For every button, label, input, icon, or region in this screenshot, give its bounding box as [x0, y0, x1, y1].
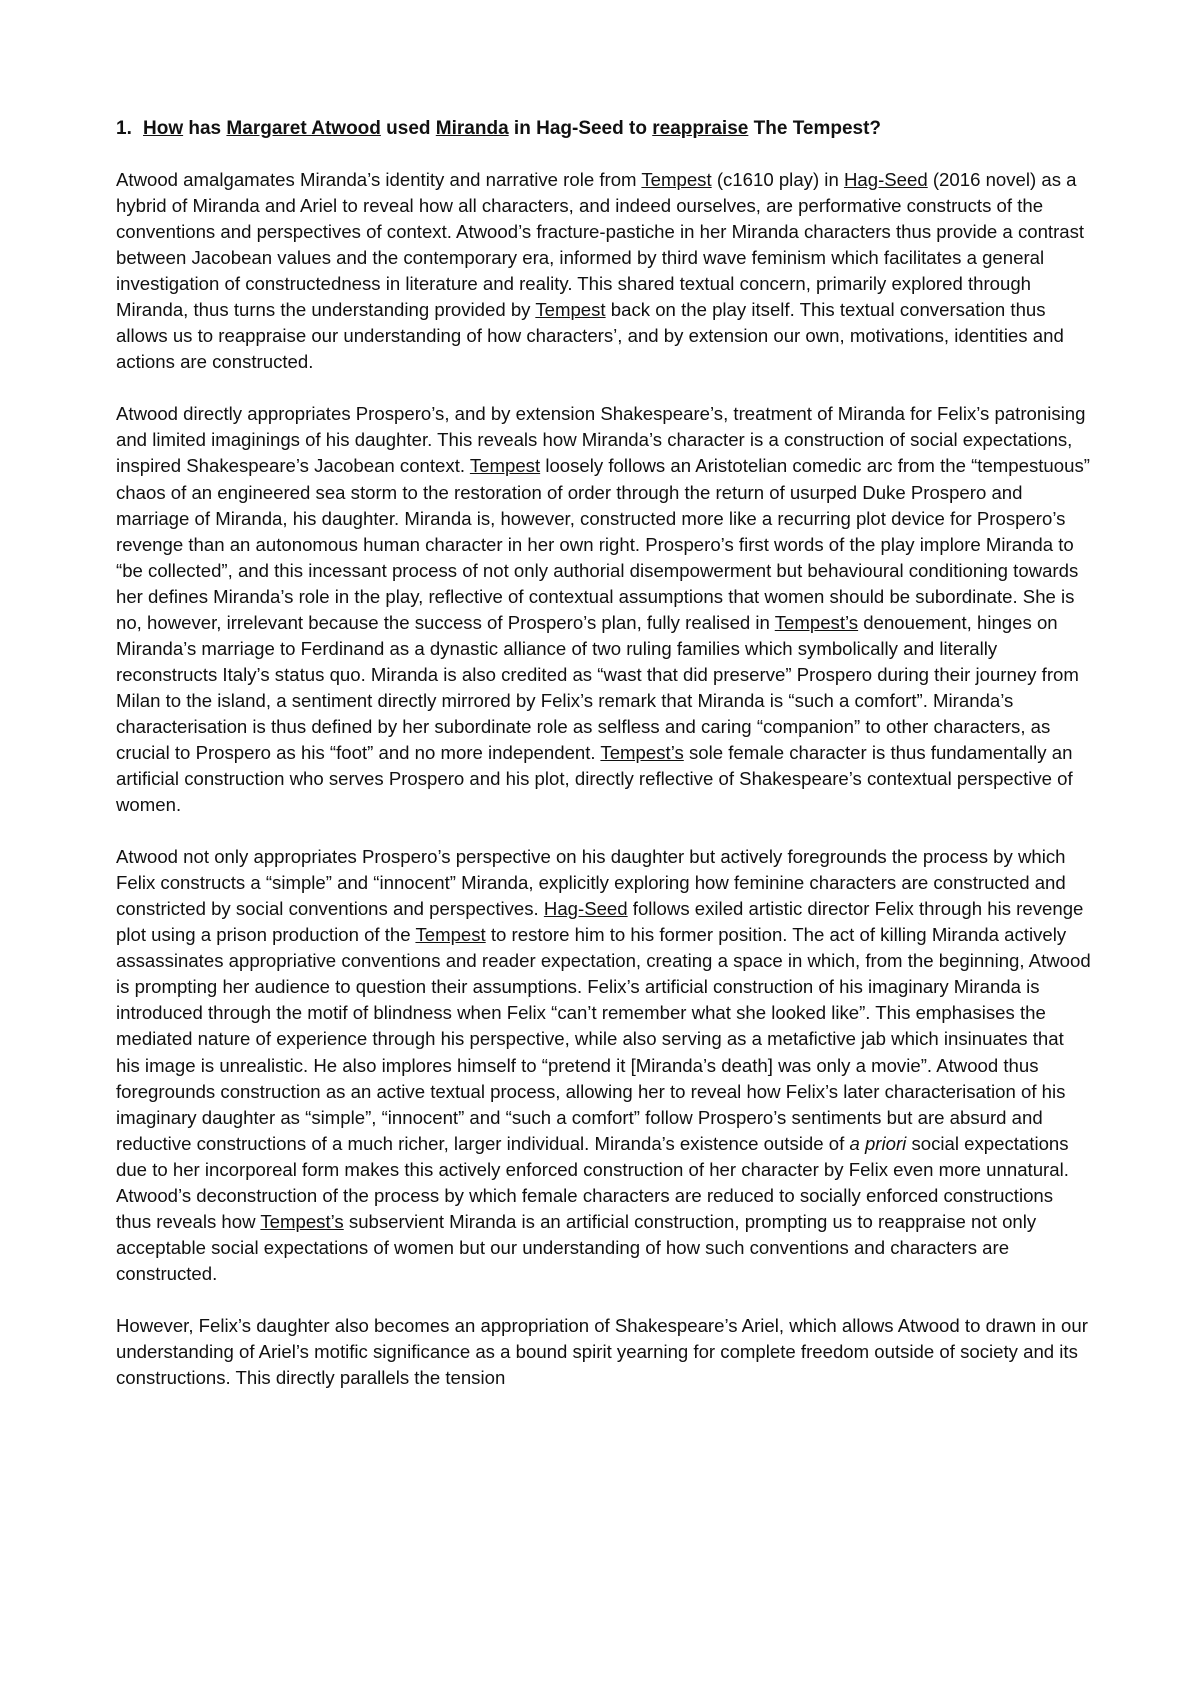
paragraph-body-2: [116, 844, 1092, 1287]
heading-text: used: [380, 118, 436, 139]
title-reference: Tempest: [469, 455, 541, 477]
text-run: Atwood directly appropriates Prospero’s, and by extension Shakespeare’s, treatment of Miranda for Felix’s patronising and limited imaginings of his daughter. This reveals how Miranda’s character is a construction of social expectations, inspired Shakespeare’s Jacobean context.: [116, 403, 1086, 477]
text-run: social expectations due to her incorporeal form makes this actively enforced construction of her character by Felix even more unnatural. Atwood’s deconstruction of the process by which female characters are reduced to socially enforced constructions thus reveals how: [116, 1132, 1069, 1232]
heading-character: Miranda: [435, 118, 509, 139]
text-run: However, Felix’s daughter also becomes an appropriation of Shakespeare’s Ariel, which allows Atwood to drawn in our understanding of Ariel’s motific significance as a bound spirit yearning for complete freedom outside of society and its constructions. This directly parallels the tension: [116, 1314, 1088, 1389]
title-reference: Hag-Seed: [843, 169, 928, 190]
text-run: subservient Miranda is an artificial construction, prompting us to reappraise not only acceptable social expectations of women but our understanding of how such conventions and characters are constructed.: [116, 1210, 1037, 1284]
text-run: (2016 novel) as a hybrid of Miranda and Ariel to reveal how all characters, and indeed ourselves, are performative constructs of the conventions and perspectives of context. Atwood’s fracture-pastiche in her Miranda characters thus provide a contrast between Jacobean values and the contemporary era, informed by third wave feminism which facilitates a general investigation of constructedness in literature and reality. This shared textual concern, primarily explored through Miranda, thus turns the understanding provided by: [116, 169, 1085, 321]
text-run: back on the play itself. This textual conversation thus allows us to reappraise our understanding of how characters’, and by extension our own, motivations, identities and actions are constructed.: [116, 299, 1064, 373]
italic-term: a priori: [849, 1132, 907, 1154]
title-reference: Tempest: [535, 299, 606, 321]
text-run: Atwood not only appropriates Prospero’s perspective on his daughter but actively foregrounds the process by which Felix constructs a “simple” and “innocent” Miranda, explicitly exploring how feminine characters are constructed and constricted by social conventions and perspectives.: [116, 846, 1066, 920]
paragraph-introduction: [116, 167, 1092, 375]
title-reference: Hag-Seed: [543, 898, 628, 920]
heading-text: has: [183, 118, 227, 139]
paragraph-body-3: [116, 1313, 1092, 1391]
title-reference: Tempest: [415, 924, 486, 946]
heading-text: The Tempest?: [748, 118, 882, 139]
text-run: follows exiled artistic director Felix through his revenge plot using a prison production of the: [116, 898, 1084, 946]
essay-question-heading: [116, 116, 1092, 142]
text-run: (c1610 play) in: [711, 169, 844, 190]
title-reference: Tempest: [641, 169, 712, 190]
title-reference: Tempest’s: [774, 611, 859, 633]
text-run: sole female character is thus fundamentally an artificial construction who serves Prospero and his plot, directly reflective of Shakespeare’s contextual perspective of women.: [116, 741, 1073, 816]
title-reference: Tempest’s: [260, 1210, 344, 1232]
text-run: to restore him to his former position. The act of killing Miranda actively assassinates appropriative conventions and reader expectation, creating a space in which, from the beginning, Atwood is prompting her audience to question their assumptions. Felix’s artificial construction of his imaginary Miranda is introduced through the motif of blindness when Felix “can’t remember what she looked like”. This emphasises the mediated nature of experience through his perspective, while also serving as a metafictive jab which insinuates that his image is unrealistic. He also implores himself to “pretend it [Miranda’s death] was only a movie”. Atwood thus foregrounds construction as an active textual process, allowing her to reveal how Felix’s later characterisation of his imaginary daughter as “simple”, “innocent” and “such a comfort” follow Prospero’s sentiments but are absurd and reductive constructions of a much richer, larger individual. Miranda’s existence outside of: [116, 924, 1091, 1154]
text-run: denouement, hinges on Miranda’s marriage to Ferdinand as a dynastic alliance of two ruling families which symbolically and literally reconstructs Italy’s status quo. Miranda is also credited as “wast that did preserve” Prospero during their journey from Milan to the island, a sentiment directly mirrored by Felix’s remark that Miranda is “such a comfort”. Miranda’s characterisation is thus defined by her subordinate role as selfless and caring “companion” to other characters, as crucial to Prospero as his “foot” and no more independent.: [116, 611, 1079, 763]
heading-text: in Hag-Seed to: [508, 118, 653, 139]
title-reference: Tempest’s: [600, 741, 684, 763]
heading-verb: reappraise: [652, 118, 749, 139]
heading-word-how: How: [143, 118, 184, 139]
text-run: loosely follows an Aristotelian comedic arc from the “tempestuous” chaos of an engineered sea storm to the restoration of order through the return of usurped Duke Prospero and marriage of Miranda, his daughter. Miranda is, however, constructed more like a recurring plot device for Prospero’s revenge than an autonomous human character in her own right. Prospero’s first words of the play implore Miranda to “be collected”, and this incessant process of not only authorial disempowerment but behavioural conditioning towards her defines Miranda’s role in the play, reflective of contextual assumptions that women should be subordinate. She is no, however, irrelevant because the success of Prospero’s plan, fully realised in: [116, 455, 1090, 633]
text-run: Atwood amalgamates Miranda’s identity and narrative role from: [116, 169, 642, 190]
paragraph-body-1: [116, 401, 1092, 818]
heading-number: 1.: [116, 118, 132, 139]
heading-author: Margaret Atwood: [226, 118, 381, 139]
document-body: [116, 116, 1092, 1417]
